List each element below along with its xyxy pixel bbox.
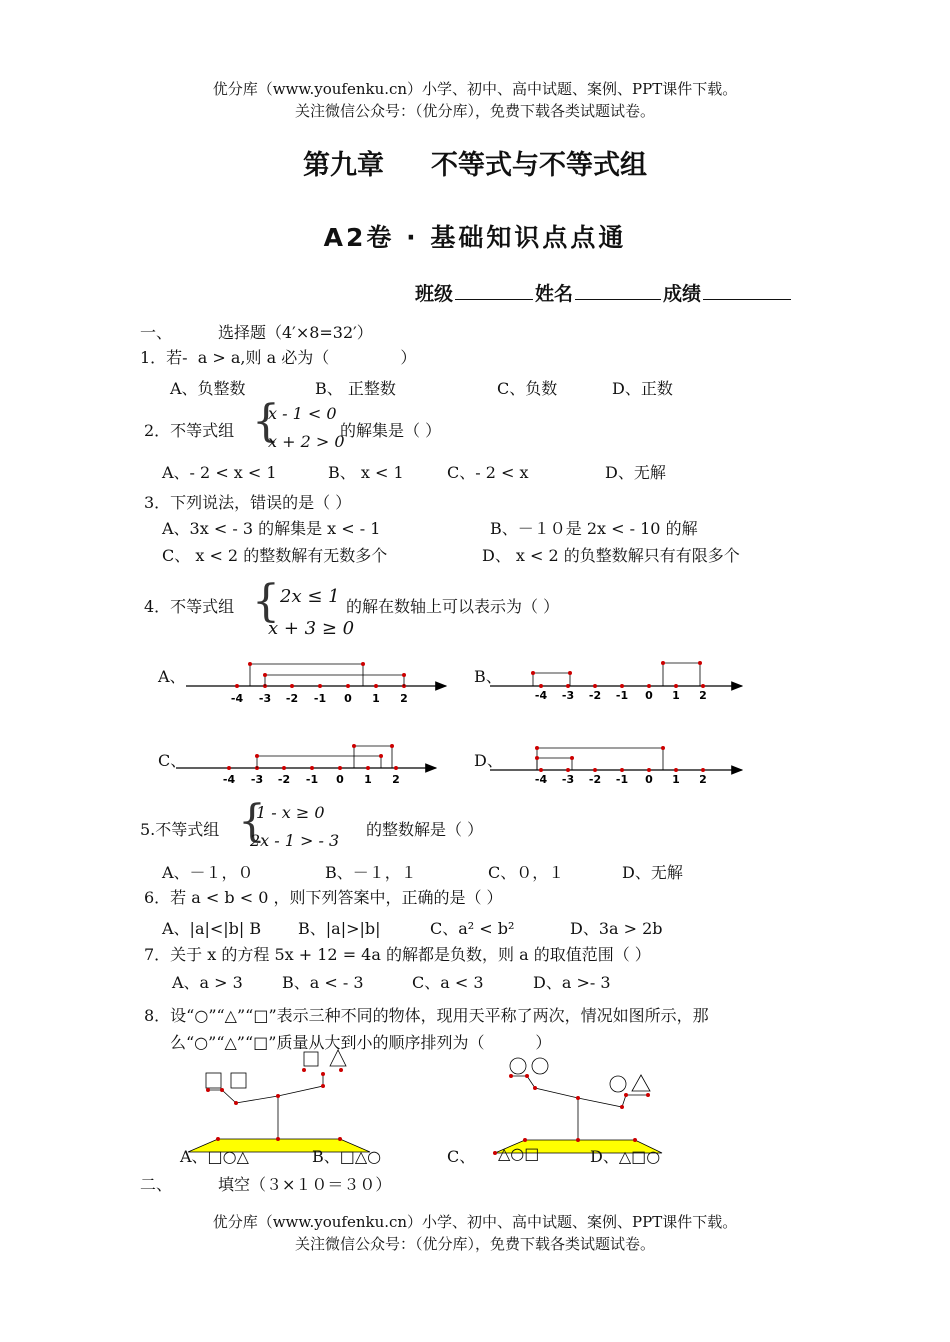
svg-text:-2: -2 <box>588 689 602 702</box>
section2-index: 二、 <box>140 1175 173 1194</box>
svg-text:0: 0 <box>336 773 344 786</box>
q7-option-d: D、a >- 3 <box>533 973 611 992</box>
number-line-a <box>186 662 446 705</box>
q7-stem: 7．关于 x 的方程 5x + 12 = 4a 的解都是负数，则 a 的取值范围（ ） <box>144 945 651 964</box>
svg-text:2: 2 <box>699 773 707 786</box>
name-label: 姓名 <box>535 283 574 305</box>
q3-option-b: B、－１０是 2x < - 10 的解 <box>490 519 698 538</box>
svg-text:2: 2 <box>699 689 707 702</box>
svg-text:-3: -3 <box>250 773 264 786</box>
q4-label-d: D、 <box>474 751 503 770</box>
balance-scale-1 <box>188 1050 370 1152</box>
svg-text:-4: -4 <box>230 692 244 705</box>
q5-option-d: D、无解 <box>622 863 683 882</box>
section1-label: 选择题（4′×8=32′） <box>218 323 373 342</box>
q2-option-b: B、 x < 1 <box>328 463 404 482</box>
svg-text:-3: -3 <box>258 692 272 705</box>
svg-text:-1: -1 <box>313 692 327 705</box>
q4-label-b: B、 <box>474 667 502 686</box>
svg-text:-4: -4 <box>534 773 548 786</box>
chapter-title: 第九章 不等式与不等式组 <box>303 150 647 181</box>
q4-label-c: C、 <box>158 751 187 770</box>
svg-text:0: 0 <box>645 773 653 786</box>
svg-text:-2: -2 <box>277 773 291 786</box>
number-line-d <box>490 746 742 786</box>
q4-ineq-2: x + 3 ≥ 0 <box>268 618 355 639</box>
class-label: 班级 <box>415 283 454 305</box>
q7-option-a: A、a > 3 <box>172 973 243 992</box>
q5-option-a: A、－１，０ <box>162 863 254 882</box>
q5-option-b: B、－１，１ <box>325 863 417 882</box>
svg-text:-3: -3 <box>561 689 575 702</box>
q2-brace: { <box>252 396 280 447</box>
header-line-2: 关注微信公众号：（优分库），免费下载各类试题试卷。 <box>294 102 655 120</box>
svg-text:-1: -1 <box>615 689 629 702</box>
svg-text:0: 0 <box>344 692 352 705</box>
paper-subtitle: A2卷 · 基础知识点点通 <box>323 223 627 252</box>
q8-option-a: A、□○△ <box>180 1147 249 1166</box>
q5-brace: { <box>238 796 266 847</box>
q6-stem: 6．若 a < b < 0 ，则下列答案中，正确的是（ ） <box>144 888 503 907</box>
svg-text:1: 1 <box>364 773 372 786</box>
q3-option-c: C、 x < 2 的整数解有无数多个 <box>162 546 388 565</box>
q5-prefix: 5.不等式组 <box>140 820 220 839</box>
header-line-1: 优分库（www.youfenku.cn）小学、初中、高中试题、案例、PPT课件下载。 <box>212 80 738 98</box>
q5-ineq-1: 1 - x ≥ 0 <box>256 803 325 822</box>
q1-option-a: A、负整数 <box>170 379 246 398</box>
q1-option-c: C、负数 <box>497 379 558 398</box>
q4-prefix: 4．不等式组 <box>144 597 235 616</box>
q8-option-c: △○□ <box>498 1144 540 1163</box>
q4-brace: { <box>252 576 280 627</box>
q6-option-c: C、a² < b² <box>430 919 515 938</box>
footer-line-1: 优分库（www.youfenku.cn）小学、初中、高中试题、案例、PPT课件下载。 <box>212 1213 738 1231</box>
section1-index: 一、 <box>140 323 173 342</box>
q4-ineq-1: 2x ≤ 1 <box>280 586 340 607</box>
q1-option-d: D、正数 <box>612 379 673 398</box>
svg-text:-1: -1 <box>615 773 629 786</box>
q2-suffix: 的解集是（ ） <box>340 421 442 440</box>
q8-line-1: 8．设“○”“△”“□”表示三种不同的物体，现用天平称了两次，情况如图所示，那 <box>144 1006 709 1025</box>
q7-option-b: B、a < - 3 <box>282 973 364 992</box>
q1-stem: 1．若- a > a,则 a 必为（ ） <box>140 348 417 367</box>
number-line-b <box>490 661 742 702</box>
svg-text:-2: -2 <box>588 773 602 786</box>
q3-option-d: D、 x < 2 的负整数解只有有限多个 <box>482 546 740 565</box>
section2-label: 填空（３×１０＝３０） <box>218 1175 392 1194</box>
q7-option-c: C、a < 3 <box>412 973 484 992</box>
q1-option-b: B、 正整数 <box>315 379 396 398</box>
svg-text:1: 1 <box>672 689 680 702</box>
footer-line-2: 关注微信公众号：（优分库），免费下载各类试题试卷。 <box>294 1235 655 1253</box>
svg-text:-3: -3 <box>561 773 575 786</box>
q5-suffix: 的整数解是（ ） <box>366 820 484 839</box>
q8-option-c-label: C、 <box>447 1147 476 1166</box>
svg-text:-4: -4 <box>222 773 236 786</box>
q5-ineq-2: 2x - 1 > - 3 <box>250 831 340 850</box>
number-line-c <box>176 744 436 786</box>
q5-option-c: C、０，１ <box>488 863 565 882</box>
q2-prefix: 2．不等式组 <box>144 421 235 440</box>
svg-text:-4: -4 <box>534 689 548 702</box>
q8-option-d: D、△□○ <box>590 1147 661 1166</box>
svg-text:2: 2 <box>392 773 400 786</box>
q4-label-a: A、 <box>158 667 186 686</box>
q3-stem: 3．下列说法，错误的是（ ） <box>144 493 352 512</box>
q2-ineq-1: x - 1 < 0 <box>268 404 337 423</box>
svg-text:0: 0 <box>645 689 653 702</box>
q2-option-d: D、无解 <box>605 463 666 482</box>
q8-line-2: 么“○”“△”“□”质量从大到小的顺序排列为（ ） <box>170 1033 552 1052</box>
q2-ineq-2: x + 2 > 0 <box>268 432 345 451</box>
svg-text:-2: -2 <box>285 692 299 705</box>
q6-option-a: A、|a|<|b| B <box>162 919 262 938</box>
q6-option-d: D、3a > 2b <box>570 919 663 938</box>
q6-option-b: B、|a|>|b| <box>298 919 381 938</box>
score-label: 成绩 <box>663 283 702 305</box>
q4-suffix: 的解在数轴上可以表示为（ ） <box>346 597 560 616</box>
svg-text:1: 1 <box>672 773 680 786</box>
svg-text:-1: -1 <box>305 773 319 786</box>
svg-text:2: 2 <box>400 692 408 705</box>
q2-option-c: C、- 2 < x <box>447 463 529 482</box>
q8-option-b: B、□△○ <box>312 1147 382 1166</box>
balance-scale-2 <box>493 1058 662 1155</box>
q2-option-a: A、- 2 < x < 1 <box>162 463 277 482</box>
svg-text:1: 1 <box>372 692 380 705</box>
q3-option-a: A、3x < - 3 的解集是 x < - 1 <box>162 519 381 538</box>
